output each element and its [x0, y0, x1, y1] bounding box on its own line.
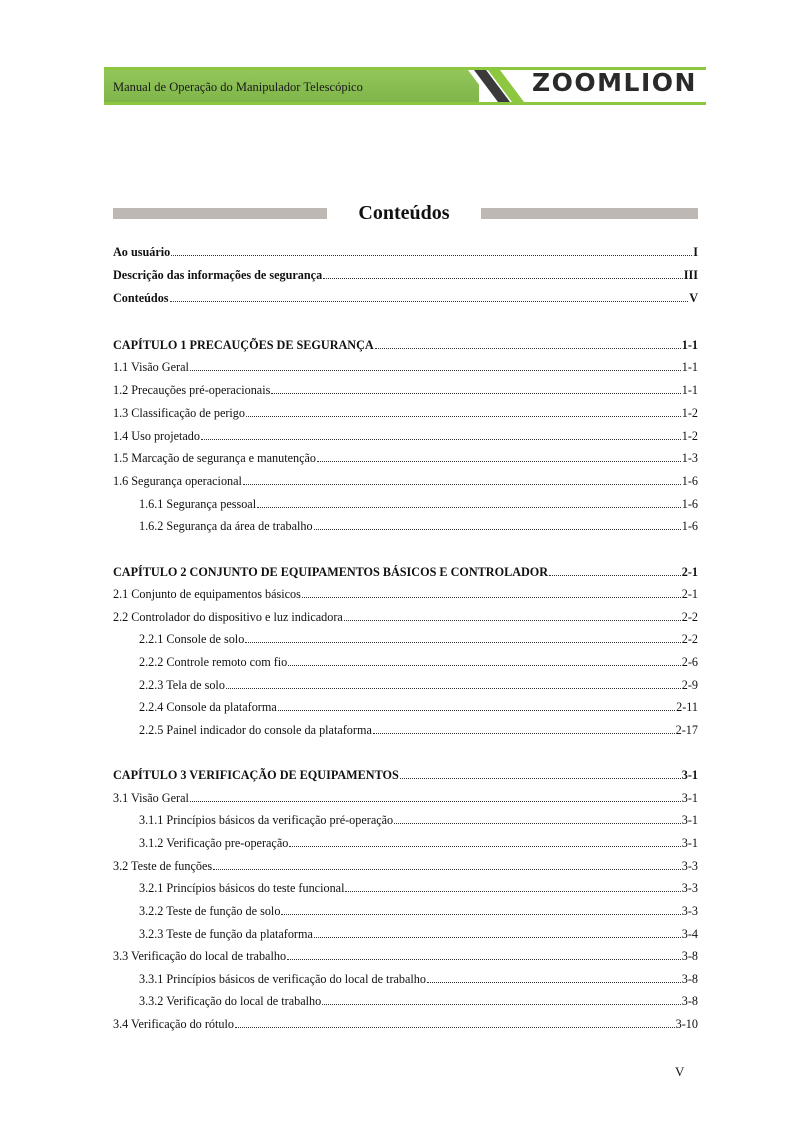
toc-entry-page: 2-9: [681, 678, 698, 692]
toc-entry-label: Conteúdos: [113, 291, 169, 305]
toc-entry-label: 3.1.1 Princípios básicos da verificação pré-operação: [139, 813, 394, 827]
toc-entry-label: CAPÍTULO 1 PRECAUÇÕES DE SEGURANÇA: [113, 338, 374, 352]
toc-entry-page: 1-1: [681, 360, 698, 374]
toc-entry-label: 1.6.1 Segurança pessoal: [139, 497, 257, 511]
toc-entry[interactable]: [113, 243, 698, 261]
toc-leader-dots: [317, 450, 681, 462]
toc-entry-page: 1-6: [681, 474, 698, 488]
toc-entry[interactable]: [139, 879, 698, 897]
toc-leader-dots: [344, 609, 681, 621]
toc-leader-dots: [289, 835, 680, 847]
toc-entry-page: I: [693, 245, 698, 259]
toc-leader-dots: [314, 926, 681, 938]
toc-entry[interactable]: [113, 289, 698, 307]
toc-entry-page: 2-11: [676, 700, 698, 714]
toc-entry-page: 1-3: [681, 451, 698, 465]
toc-leader-dots: [271, 382, 680, 394]
toc-entry-page: 1-2: [681, 429, 698, 443]
toc-entry-label: 1.6 Segurança operacional: [113, 474, 242, 488]
toc-entry[interactable]: [113, 857, 698, 875]
toc-entry-label: 1.3 Classificação de perigo: [113, 406, 245, 420]
toc-leader-dots: [287, 948, 681, 960]
toc-leader-dots: [171, 244, 692, 256]
toc-entry-page: 2-1: [681, 587, 698, 601]
toc-entry[interactable]: [113, 404, 698, 422]
toc-entry-label: 3.4 Verificação do rótulo: [113, 1017, 234, 1031]
toc-entry-label: 3.1.2 Verificação pre-operação: [139, 836, 289, 850]
toc-entry-page: 3-4: [681, 927, 698, 941]
toc-entry-label: CAPÍTULO 2 CONJUNTO DE EQUIPAMENTOS BÁSICOS E CONTROLADOR: [113, 565, 549, 579]
toc-entry[interactable]: [139, 925, 698, 943]
title-bar-right: [481, 208, 698, 219]
toc-entry[interactable]: [139, 495, 698, 513]
toc-leader-dots: [257, 496, 681, 508]
toc-leader-dots: [400, 767, 681, 779]
toc-leader-dots: [190, 359, 681, 371]
toc-leader-dots: [281, 903, 680, 915]
toc-entry-label: 2.2.3 Tela de solo: [139, 678, 225, 692]
toc-entry-label: 1.1 Visão Geral: [113, 360, 189, 374]
toc-entry-page: 3-1: [681, 813, 698, 827]
toc-entry-page: 3-3: [681, 881, 698, 895]
toc-entry-page: 3-3: [681, 859, 698, 873]
toc-entry-page: 1-1: [681, 338, 698, 352]
toc-entry-label: 2.2.2 Controle remoto com fio: [139, 655, 288, 669]
toc-entry-label: 3.2.3 Teste de função da plataforma: [139, 927, 313, 941]
toc-entry-page: 2-2: [681, 632, 698, 646]
toc-leader-dots: [245, 631, 680, 643]
zoomlion-logo-icon: [468, 67, 530, 105]
toc-entry[interactable]: [139, 630, 698, 648]
toc-entry[interactable]: [113, 585, 698, 603]
toc-entry-label: 3.2 Teste de funções: [113, 859, 213, 873]
toc-entry[interactable]: [113, 358, 698, 376]
toc-entry-page: 2-2: [681, 610, 698, 624]
toc-entry-label: 1.5 Marcação de segurança e manutenção: [113, 451, 317, 465]
toc-entry[interactable]: [113, 336, 698, 354]
toc-entry-page: 3-8: [681, 972, 698, 986]
toc-entry-label: 1.4 Uso projetado: [113, 429, 200, 443]
toc-leader-dots: [278, 699, 675, 711]
toc-entry-label: 3.2.2 Teste de função de solo: [139, 904, 281, 918]
toc-entry-label: 1.2 Precauções pré-operacionais: [113, 383, 271, 397]
toc-leader-dots: [302, 586, 681, 598]
brand-logo-text: ZOOMLION: [532, 68, 697, 97]
toc-leader-dots: [190, 790, 681, 802]
toc-leader-dots: [345, 880, 680, 892]
toc-entry-label: 2.2.4 Console da plataforma: [139, 700, 277, 714]
toc-leader-dots: [226, 677, 681, 689]
toc-leader-dots: [246, 405, 681, 417]
toc-leader-dots: [373, 722, 675, 734]
toc-entry-page: III: [683, 268, 698, 282]
toc-entry-page: 1-2: [681, 406, 698, 420]
toc-entry-page: 3-1: [681, 768, 698, 782]
toc-entry-label: Descrição das informações de segurança: [113, 268, 323, 282]
toc-entry-label: 3.3 Verificação do local de trabalho: [113, 949, 287, 963]
toc-entry[interactable]: [139, 992, 698, 1010]
toc-entry[interactable]: [113, 427, 698, 445]
toc-entry[interactable]: [139, 698, 698, 716]
toc-entry-label: 3.1 Visão Geral: [113, 791, 189, 805]
toc-entry-page: 1-1: [681, 383, 698, 397]
toc-entry-label: 2.2.1 Console de solo: [139, 632, 245, 646]
toc-leader-dots: [322, 993, 681, 1005]
page-title: Conteúdos: [358, 202, 450, 224]
toc-entry-page: 2-17: [675, 723, 698, 737]
toc-entry-page: 3-1: [681, 836, 698, 850]
header-title: Manual de Operação do Manipulador Telescópico: [113, 80, 363, 94]
toc-entry-page: 3-10: [675, 1017, 698, 1031]
toc-entry[interactable]: [113, 563, 698, 581]
toc-leader-dots: [288, 654, 680, 666]
page-header: [104, 67, 706, 105]
toc-leader-dots: [201, 428, 681, 440]
toc-entry[interactable]: [113, 608, 698, 626]
toc-leader-dots: [549, 564, 681, 576]
toc-entry-page: 3-8: [681, 994, 698, 1008]
toc-entry[interactable]: [139, 970, 698, 988]
toc-entry[interactable]: [113, 789, 698, 807]
toc-entry-label: 3.3.1 Princípios básicos de verificação do local de trabalho: [139, 972, 426, 986]
toc-entry[interactable]: [139, 676, 698, 694]
page-number: V: [675, 1064, 685, 1079]
toc-entry[interactable]: [113, 449, 698, 467]
toc-leader-dots: [235, 1016, 675, 1028]
toc-entry[interactable]: [113, 766, 698, 784]
toc-entry-label: 2.1 Conjunto de equipamentos básicos: [113, 587, 301, 601]
toc-leader-dots: [314, 518, 681, 530]
toc-leader-dots: [213, 858, 681, 870]
toc-entry-page: 1-6: [681, 519, 698, 533]
toc-entry[interactable]: [139, 517, 698, 535]
toc-leader-dots: [323, 267, 683, 279]
toc-entry-page: 3-8: [681, 949, 698, 963]
toc-entry[interactable]: [139, 811, 698, 829]
title-bar-left: [113, 208, 327, 219]
toc-entry-label: 3.3.2 Verificação do local de trabalho: [139, 994, 322, 1008]
toc-entry-page: 1-6: [681, 497, 698, 511]
toc-entry[interactable]: [139, 834, 698, 852]
toc-entry-page: 2-6: [681, 655, 698, 669]
toc-entry-label: 3.2.1 Princípios básicos do teste funcional: [139, 881, 345, 895]
toc-entry[interactable]: [113, 381, 698, 399]
toc-leader-dots: [170, 290, 689, 302]
toc-entry-label: CAPÍTULO 3 VERIFICAÇÃO DE EQUIPAMENTOS: [113, 768, 399, 782]
toc-entry-label: 2.2.5 Painel indicador do console da plataforma: [139, 723, 372, 737]
toc-leader-dots: [427, 971, 681, 983]
toc-entry[interactable]: [139, 721, 698, 739]
toc-entry[interactable]: [113, 266, 698, 284]
toc-entry-label: 1.6.2 Segurança da área de trabalho: [139, 519, 313, 533]
toc-leader-dots: [243, 473, 681, 485]
toc-entry-page: 3-1: [681, 791, 698, 805]
toc-entry-page: V: [689, 291, 698, 305]
toc-entry[interactable]: [113, 1015, 698, 1033]
toc-entry[interactable]: [139, 902, 698, 920]
toc-leader-dots: [375, 337, 681, 349]
toc-entry-label: Ao usuário: [113, 245, 171, 259]
toc-entry[interactable]: [113, 947, 698, 965]
toc-leader-dots: [394, 812, 681, 824]
toc-entry-page: 3-3: [681, 904, 698, 918]
toc-entry[interactable]: [113, 472, 698, 490]
toc-entry-page: 2-1: [681, 565, 698, 579]
toc-entry-label: 2.2 Controlador do dispositivo e luz indicadora: [113, 610, 343, 624]
toc-entry[interactable]: [139, 653, 698, 671]
